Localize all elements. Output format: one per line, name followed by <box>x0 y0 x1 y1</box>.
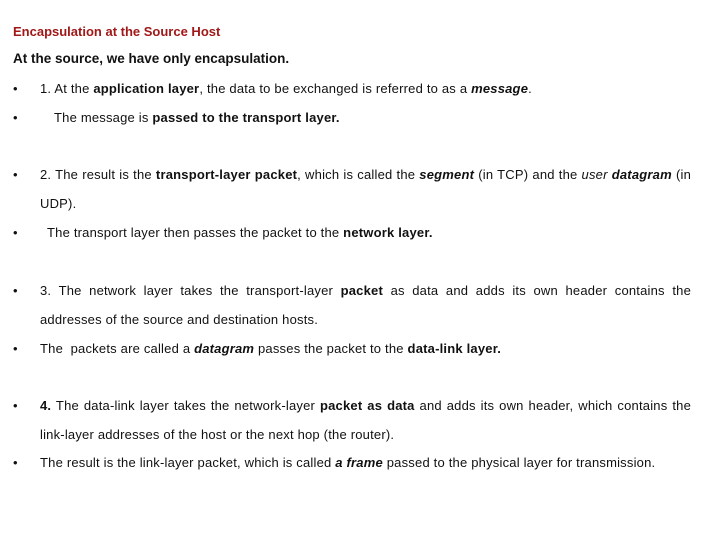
text-segment: and adds its own header, which contains the link-layer addresses of the host or the next hop (the router). <box>40 398 695 442</box>
bullet-icon: • <box>13 225 18 240</box>
bullet-icon: • <box>13 341 18 356</box>
bullet-text <box>40 391 695 449</box>
text-segment: The data-link layer takes the network-layer <box>51 398 320 413</box>
text-segment: passed to the transport layer. <box>152 110 340 125</box>
text-segment: transport-layer packet <box>155 167 298 182</box>
text-segment: The transport layer then passes the packet to the <box>47 225 344 240</box>
bullet-text <box>47 218 698 247</box>
text-segment: (in UDP). <box>40 167 695 211</box>
text-segment: network layer. <box>343 225 433 240</box>
text-segment: packet <box>340 283 383 298</box>
text-segment: The packets are called a <box>40 341 195 356</box>
bullet-text <box>54 103 705 132</box>
bullet-text <box>40 276 695 334</box>
text-segment: passes the packet to the <box>254 341 408 356</box>
bullet-icon: • <box>13 455 18 470</box>
text-segment: user <box>581 167 608 182</box>
text-segment: 4. <box>40 398 52 413</box>
bullet-icon: • <box>13 398 18 413</box>
bullet-text <box>40 448 691 477</box>
text-segment: datagram <box>194 341 255 356</box>
bullet-icon: • <box>13 110 18 125</box>
text-segment: datagram <box>611 167 672 182</box>
bullet-icon: • <box>13 81 18 96</box>
text-segment: message <box>471 81 529 96</box>
slide-title: Encapsulation at the Source Host <box>13 24 221 39</box>
text-segment: a frame <box>335 455 383 470</box>
text-segment: data-link layer. <box>407 341 502 356</box>
text-segment: , the data to be exchanged is referred to as a <box>199 81 472 96</box>
text-segment: 1. At the <box>40 81 94 96</box>
text-segment: , which is called the <box>297 167 420 182</box>
text-segment: passed to the physical layer for transmission. <box>382 455 656 470</box>
text-segment: 2. The result is the <box>40 167 156 182</box>
text-segment: . <box>528 81 532 96</box>
text-segment: is <box>138 110 153 125</box>
bullet-text <box>40 74 691 103</box>
text-segment: segment <box>419 167 475 182</box>
text-segment: (in TCP) and the <box>474 167 582 182</box>
bullet-text <box>40 160 695 218</box>
text-segment: application layer <box>93 81 200 96</box>
text-segment: The message <box>54 110 139 125</box>
bullet-icon: • <box>13 167 18 182</box>
text-segment: 3. The network layer takes the transport-layer <box>40 283 341 298</box>
bullet-text <box>40 334 691 363</box>
text-segment: packet as data <box>319 398 415 413</box>
slide-subtitle: At the source, we have only encapsulation. <box>13 51 290 66</box>
text-segment: as data and adds its own header contains the addresses of the source and destination hosts. <box>40 283 695 327</box>
bullet-icon: • <box>13 283 18 298</box>
text-segment: The result is the link-layer packet, which is called <box>40 455 336 470</box>
